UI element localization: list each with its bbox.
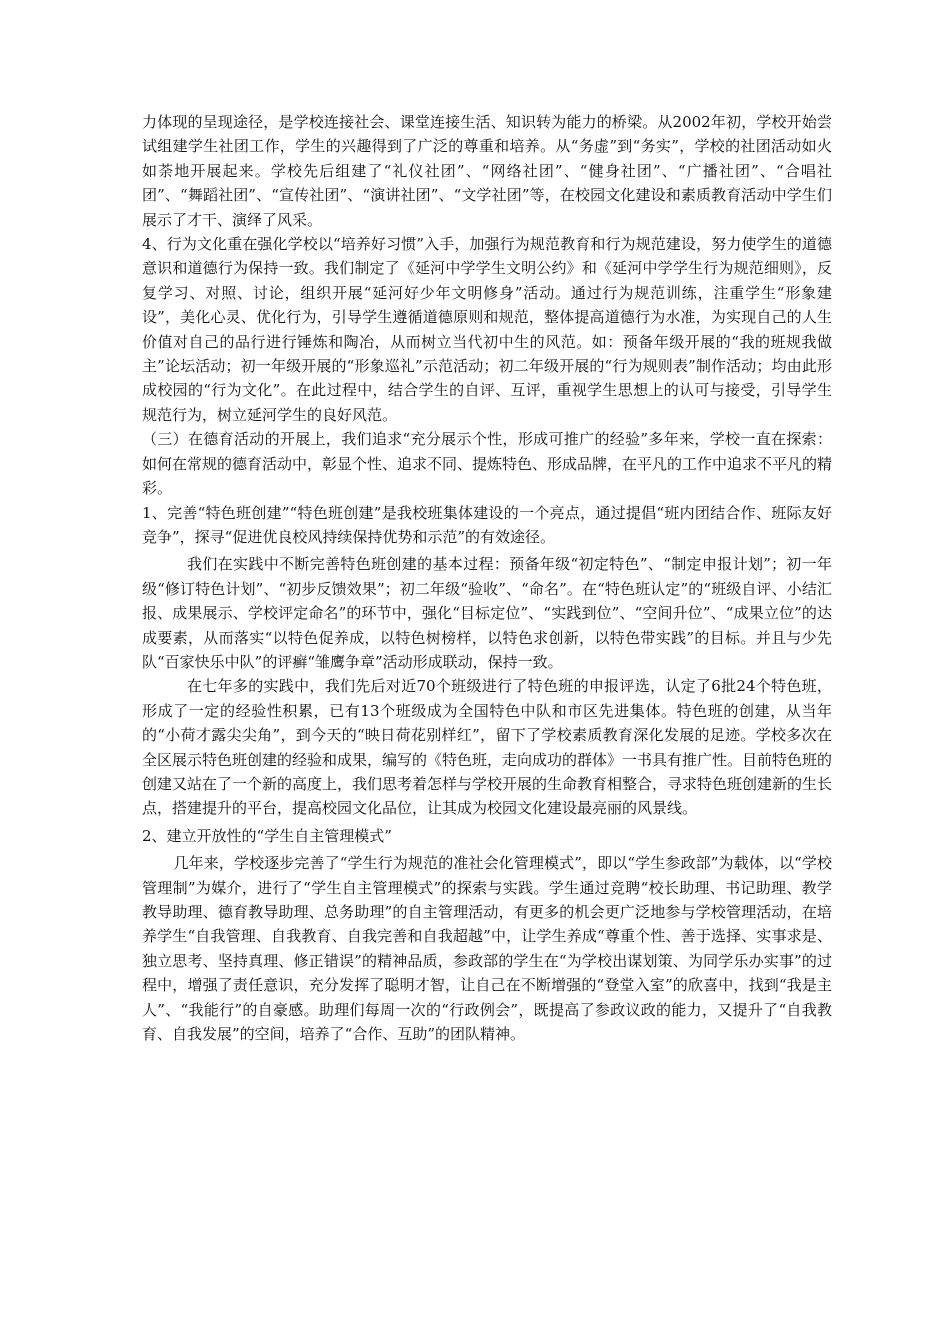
paragraph-special-class-process: 我们在实践中不断完善特色班创建的基本过程：预备年级“初定特色”、“制定申报计划”；初一年级“修订特色计划”、“初步反馈效果”；初二年级“验收”、“命名”。在“特色班认定”的“班级自评、小结汇报、成果展示、学校评定命名”的环节中，强化“目标定位”、“实践到位”、“空间升位”、“成果立位”的达成要素，从而落实“以特色促养成，以特色树榜样，以特色求创新，以特色带实践”的目标。并且与少先队“百家快乐中队”的评癣“雏鹰争章”活动形成联动，保持一致。 bbox=[142, 555, 832, 671]
document-body bbox=[142, 110, 832, 1046]
paragraph-moral-activities: （三）在德育活动的开展上，我们追求“充分展示个性，形成可推广的经验”多年来，学校一直在探索：如何在常规的德育活动中，彰显个性、追求不同、提炼特色、形成品牌，在平凡的工作中追求不平凡的精彩。 bbox=[142, 430, 833, 498]
paragraph-self-management: 几年来，学校逐步完善了“学生行为规范的准社会化管理模式”，即以“学生参政部”为载体，以“学校管理制”为媒介，进行了“学生自主管理模式”的探索与实践。学生通过竞聘“校长助理、书记助理、教学教导助理、德育教导助理、总务助理”的自主管理活动，有更多的机会更广泛地参与学校管理活动，在培养学生“自我管理、自我教育、自我完善和自我超越”中，让学生养成“尊重个性、善于选择、实事求是、独立思考、坚持真理、修正错误”的精神品质，参政部的学生在“为学校出谋划策、为同学乐办实事”的过程中，增强了责任意识，充分发挥了聪明才智，让自己在不断增强的“登堂入室”的欣喜中，找到“我是主人”、“我能行”的自豪感。助理们每周一次的“行政例会”，既提高了参政议政的能力，又提升了“自我教育、自我发展”的空间，培养了“合作、互助”的团队精神。 bbox=[142, 854, 832, 1044]
paragraph-student-clubs: 力体现的呈现途径，是学校连接社会、课堂连接生活、知识转为能力的桥梁。从2002年初，学校开始尝试组建学生社团工作，学生的兴趣得到了广泛的尊重和培养。从“务虚”到“务实”，学校的社团活动如火如荼地开展起来。学校先后组建了“礼仪社团”、“网络社团”、“健身社团”、“广播社团”、“合唱社团”、“舞蹈社团”、“宣传社团”、“演讲社团”、“文学社团”等，在校园文化建设和素质教育活动中学生们展示了才干、演绎了风采。 bbox=[142, 113, 832, 229]
paragraph-behavior-culture: 4、行为文化重在强化学校以“培养好习惯”入手，加强行为规范教育和行为规范建设，努力使学生的道德意识和道德行为保持一致。我们制定了《延河中学学生文明公约》和《延河中学学生行为规范细则》，反复学习、对照、讨论，组织开展“延河好少年文明修身”活动。通过行为规范训练，注重学生“形象建设”，美化心灵、优化行为，引导学生遵循道德原则和规范，整体提高道德行为水准，为实现自己的人生价值对自己的品行进行锤炼和陶冶，从而树立当代初中生的风范。如：预备年级开展的“我的班规我做主”论坛活动；初一年级开展的“形象巡礼”示范活动；初二年级开展的“行为规则表”制作活动；均由此形成校园的“行为文化”。在此过程中，结合学生的自评、互评，重视学生思想上的认可与接受，引导学生规范行为，树立延河学生的良好风范。 bbox=[142, 235, 832, 424]
paragraph-special-class-results: 在七年多的实践中，我们先后对近70个班级进行了特色班的申报评选，认定了6批24个特色班，形成了一定的经验性积累，已有13个班级成为全国特色中队和市区先进集体。特色班的创建，从当年的“小荷才露尖尖角”，到今天的“映日荷花别样红”，留下了学校素质教育深化发展的足迹。学校多次在全区展示特色班创建的经验和成果，编写的《特色班，走向成功的群体》一书具有推广性。目前特色班的创建又站在了一个新的高度上，我们思考着怎样与学校开展的生命教育相整合，寻求特色班创建新的生长点，搭建提升的平台，提高校园文化品位，让其成为校园文化建设最亮丽的风景线。 bbox=[142, 677, 833, 818]
paragraph-special-class-heading: 1、完善“特色班创建”“特色班创建”是我校班集体建设的一个亮点，通过提倡“班内团结合作、班际友好竞争”，探寻“促进优良校风持续保持优势和示范”的有效途径。 bbox=[142, 503, 832, 546]
section-heading-self-management: 2、建立开放性的“学生自主管理模式” bbox=[142, 826, 392, 845]
